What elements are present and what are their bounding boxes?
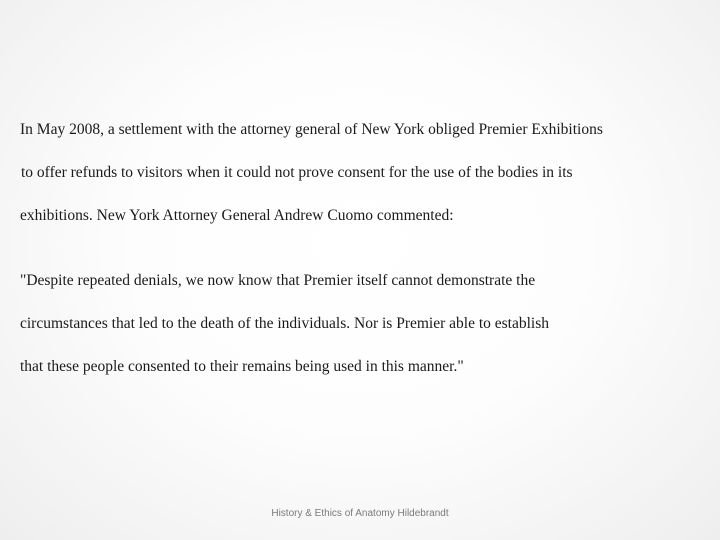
text-line: In May 2008, a settlement with the attorney general of New York obliged Premier Exhibitions — [20, 121, 603, 138]
text-line: circumstances that led to the death of the individuals. Nor is Premier able to establish — [20, 315, 550, 332]
text-line: that these people consented to their remains being used in this manner." — [20, 358, 464, 375]
text-line: "Despite repeated denials, we now know that Premier itself cannot demonstrate the — [20, 272, 536, 289]
text-line: exhibitions. New York Attorney General Andrew Cuomo commented: — [20, 207, 454, 224]
slide-footer: History & Ethics of Anatomy Hildebrandt — [271, 508, 449, 519]
text-line: to offer refunds to visitors when it could not prove consent for the use of the bodies in its — [21, 164, 573, 181]
